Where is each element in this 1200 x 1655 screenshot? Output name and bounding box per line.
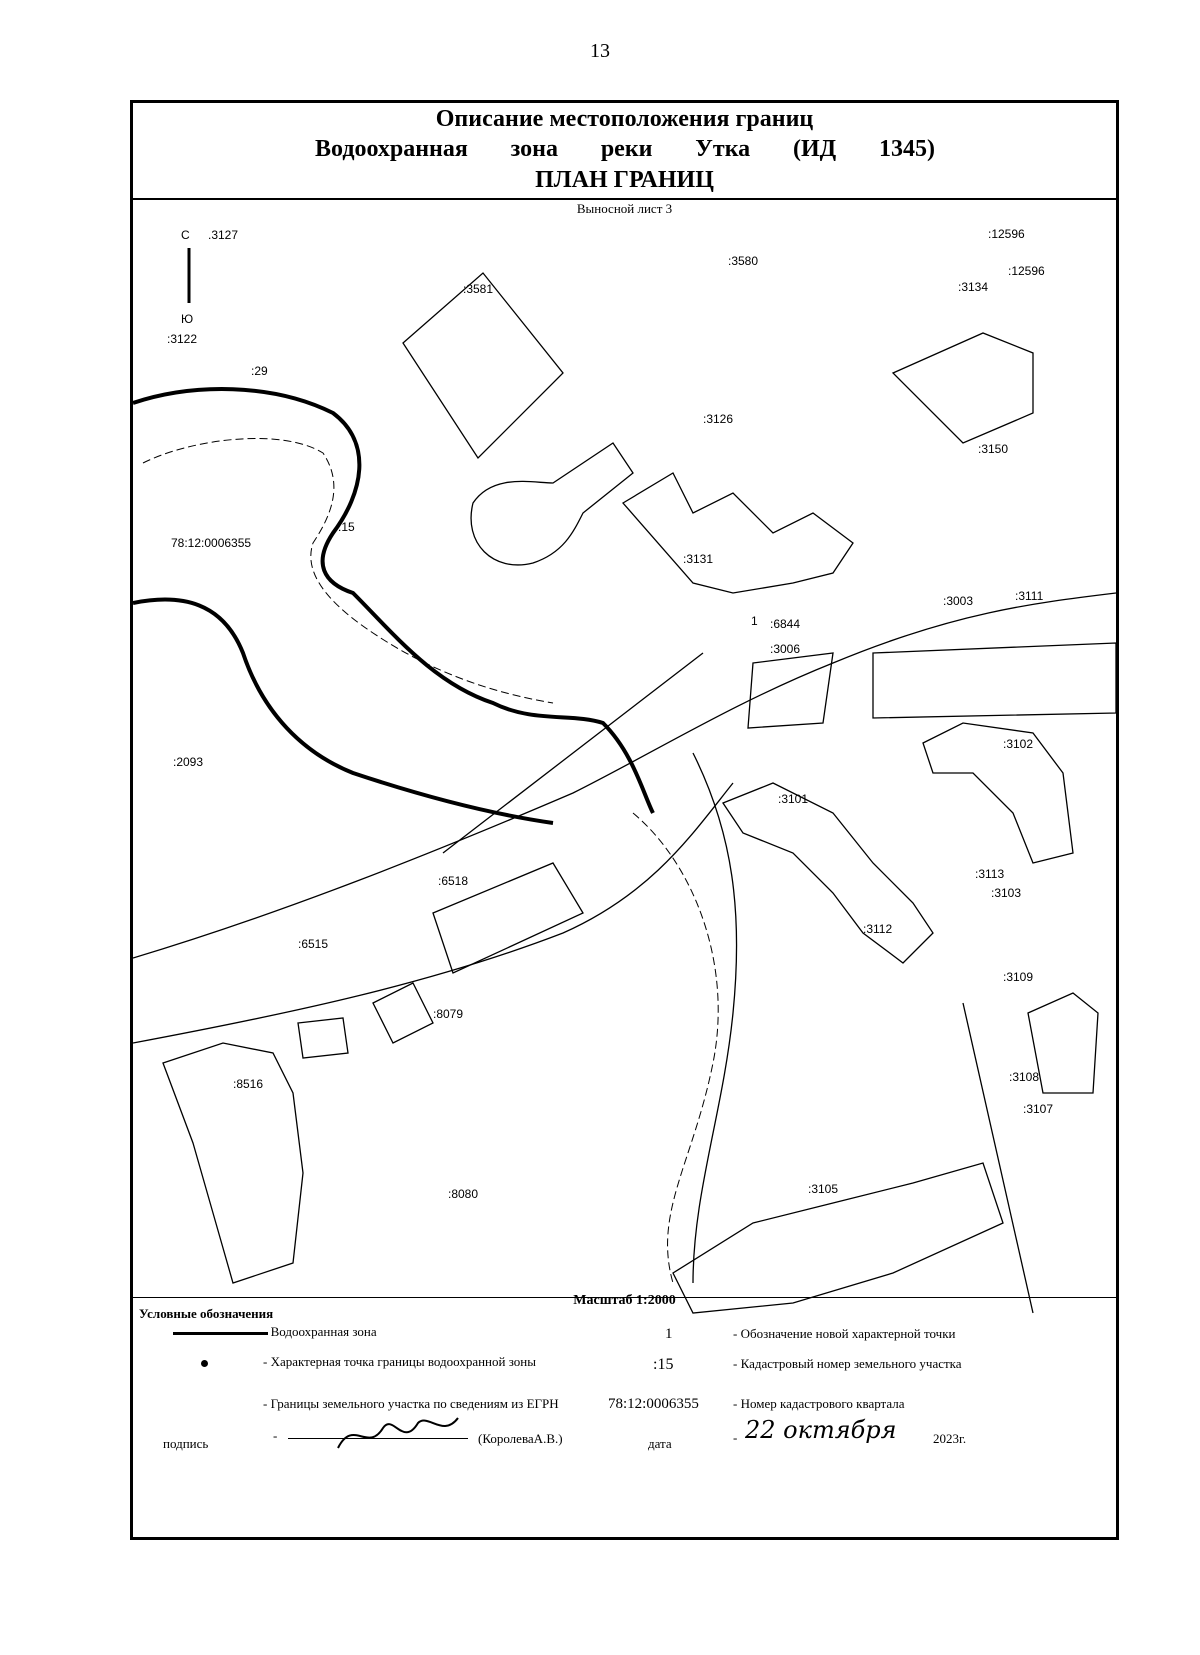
parcel-label: :3102 <box>1003 737 1034 751</box>
parcel-label: :6844 <box>770 617 801 631</box>
building-small <box>373 983 433 1043</box>
parcel-label: :15 <box>338 520 355 534</box>
parcel-6515 <box>298 1018 348 1058</box>
quarter-label: 78:12:0006355 <box>171 536 252 550</box>
parcel-label: :3109 <box>1003 970 1034 984</box>
legend-title: Условные обозначения <box>139 1306 274 1321</box>
parcel-label: :6515 <box>298 937 329 951</box>
date-year: 2023г. <box>933 1431 967 1446</box>
diagonal-boundary <box>443 653 703 853</box>
parcel-3003 <box>873 643 1116 718</box>
signature-icon <box>333 1408 463 1458</box>
title-line-2 <box>315 136 935 163</box>
parcel-label: :3122 <box>167 332 198 346</box>
handwritten-date: 22 октября <box>745 1416 897 1444</box>
parcel-label: :3134 <box>958 280 989 294</box>
sheet-label: Выносной лист 3 <box>576 201 673 216</box>
characteristic-point-icon <box>201 1360 208 1367</box>
page-number: 13 <box>590 40 610 62</box>
water-zone-line-icon <box>173 1332 268 1335</box>
title-word: (ИД <box>792 136 837 162</box>
parcel-label: :3113 <box>975 867 1005 881</box>
parcel-label: :8516 <box>233 1077 264 1091</box>
title-word: Водоохранная <box>315 136 468 162</box>
parcel-label: :3112 <box>863 922 893 936</box>
stream-line <box>633 813 718 1283</box>
parcel-label: :3108 <box>1009 1070 1040 1084</box>
map-scale: Масштаб 1:2000 <box>573 1293 676 1308</box>
parcel-label: :12596 <box>1008 264 1045 278</box>
parcel-label: .3127 <box>208 228 239 242</box>
parcel-3581 <box>403 273 563 458</box>
river-bank-line <box>143 439 553 703</box>
parcel-label: :3003 <box>943 594 974 608</box>
legend-parcel-desc: - Кадастровый номер земельного участка <box>733 1356 962 1371</box>
parcel-label: :3126 <box>703 412 734 426</box>
plan-header <box>133 103 1116 200</box>
compass-north: С <box>181 228 190 242</box>
legend-sample-point: 1 <box>665 1326 673 1342</box>
legend-item-zone: - Водоохранная зона <box>263 1324 377 1339</box>
parcel-label: :3581 <box>463 282 494 296</box>
parcel-label: :2093 <box>173 755 204 769</box>
legend <box>133 1297 1116 1538</box>
title-word: реки <box>600 136 653 162</box>
signature-dash: - <box>273 1428 278 1443</box>
title-word: Утка <box>695 136 751 162</box>
title-line-1: Описание местоположения границ <box>435 106 814 132</box>
road-edge-upper <box>133 593 1116 958</box>
parcel-label: :3006 <box>770 642 801 656</box>
parcel-label: :8080 <box>448 1187 479 1201</box>
road-curve <box>693 753 737 1283</box>
legend-quarter-desc: - Номер кадастрового квартала <box>733 1396 905 1411</box>
parcel-label: :3103 <box>991 886 1022 900</box>
parcel-label: :3580 <box>728 254 759 268</box>
water-protection-zone-boundary <box>133 389 653 823</box>
parcel-label: :3105 <box>808 1182 839 1196</box>
title-word: 1345) <box>878 136 935 162</box>
parcel-label: :3111 <box>1015 589 1044 603</box>
cadastral-map <box>133 213 1116 1403</box>
legend-sample-parcel: :15 <box>653 1356 674 1373</box>
date-label: дата <box>648 1436 672 1451</box>
legend-item-point: - Характерная точка границы водоохранной зоны <box>263 1354 536 1369</box>
parcel-6844 <box>748 653 833 728</box>
parcel-label: :6518 <box>438 874 469 888</box>
date-dash: - <box>733 1430 738 1445</box>
legend-sample-quarter: 78:12:0006355 <box>608 1396 699 1412</box>
title-line-3: ПЛАН ГРАНИЦ <box>535 167 714 193</box>
cul-de-sac <box>471 443 633 565</box>
point-label: 1 <box>751 614 758 628</box>
signature-label: подпись <box>163 1436 209 1451</box>
east-boundary <box>963 1003 1033 1313</box>
parcel-label: :3101 <box>778 792 809 806</box>
parcel-label: :8079 <box>433 1007 464 1021</box>
parcel-label: :3150 <box>978 442 1009 456</box>
building-3126 <box>623 473 853 593</box>
parcel-label: :29 <box>251 364 268 378</box>
signer-name: (КоролеваА.В.) <box>478 1431 563 1446</box>
compass-south: Ю <box>181 312 194 326</box>
boundary-plan-sheet <box>130 100 1119 1540</box>
parcel-label: :3107 <box>1023 1102 1054 1116</box>
title-word: зона <box>510 136 559 162</box>
parcel-3134 <box>893 333 1033 443</box>
building-3102 <box>923 723 1073 863</box>
parcel-label: :12596 <box>988 227 1025 241</box>
parcel-label: :3131 <box>683 552 714 566</box>
legend-item-parcel-bounds: - Границы земельного участка по сведениям из ЕГРН <box>263 1396 559 1411</box>
building-3101 <box>723 783 933 963</box>
legend-point-desc: - Обозначение новой характерной точки <box>733 1326 956 1341</box>
